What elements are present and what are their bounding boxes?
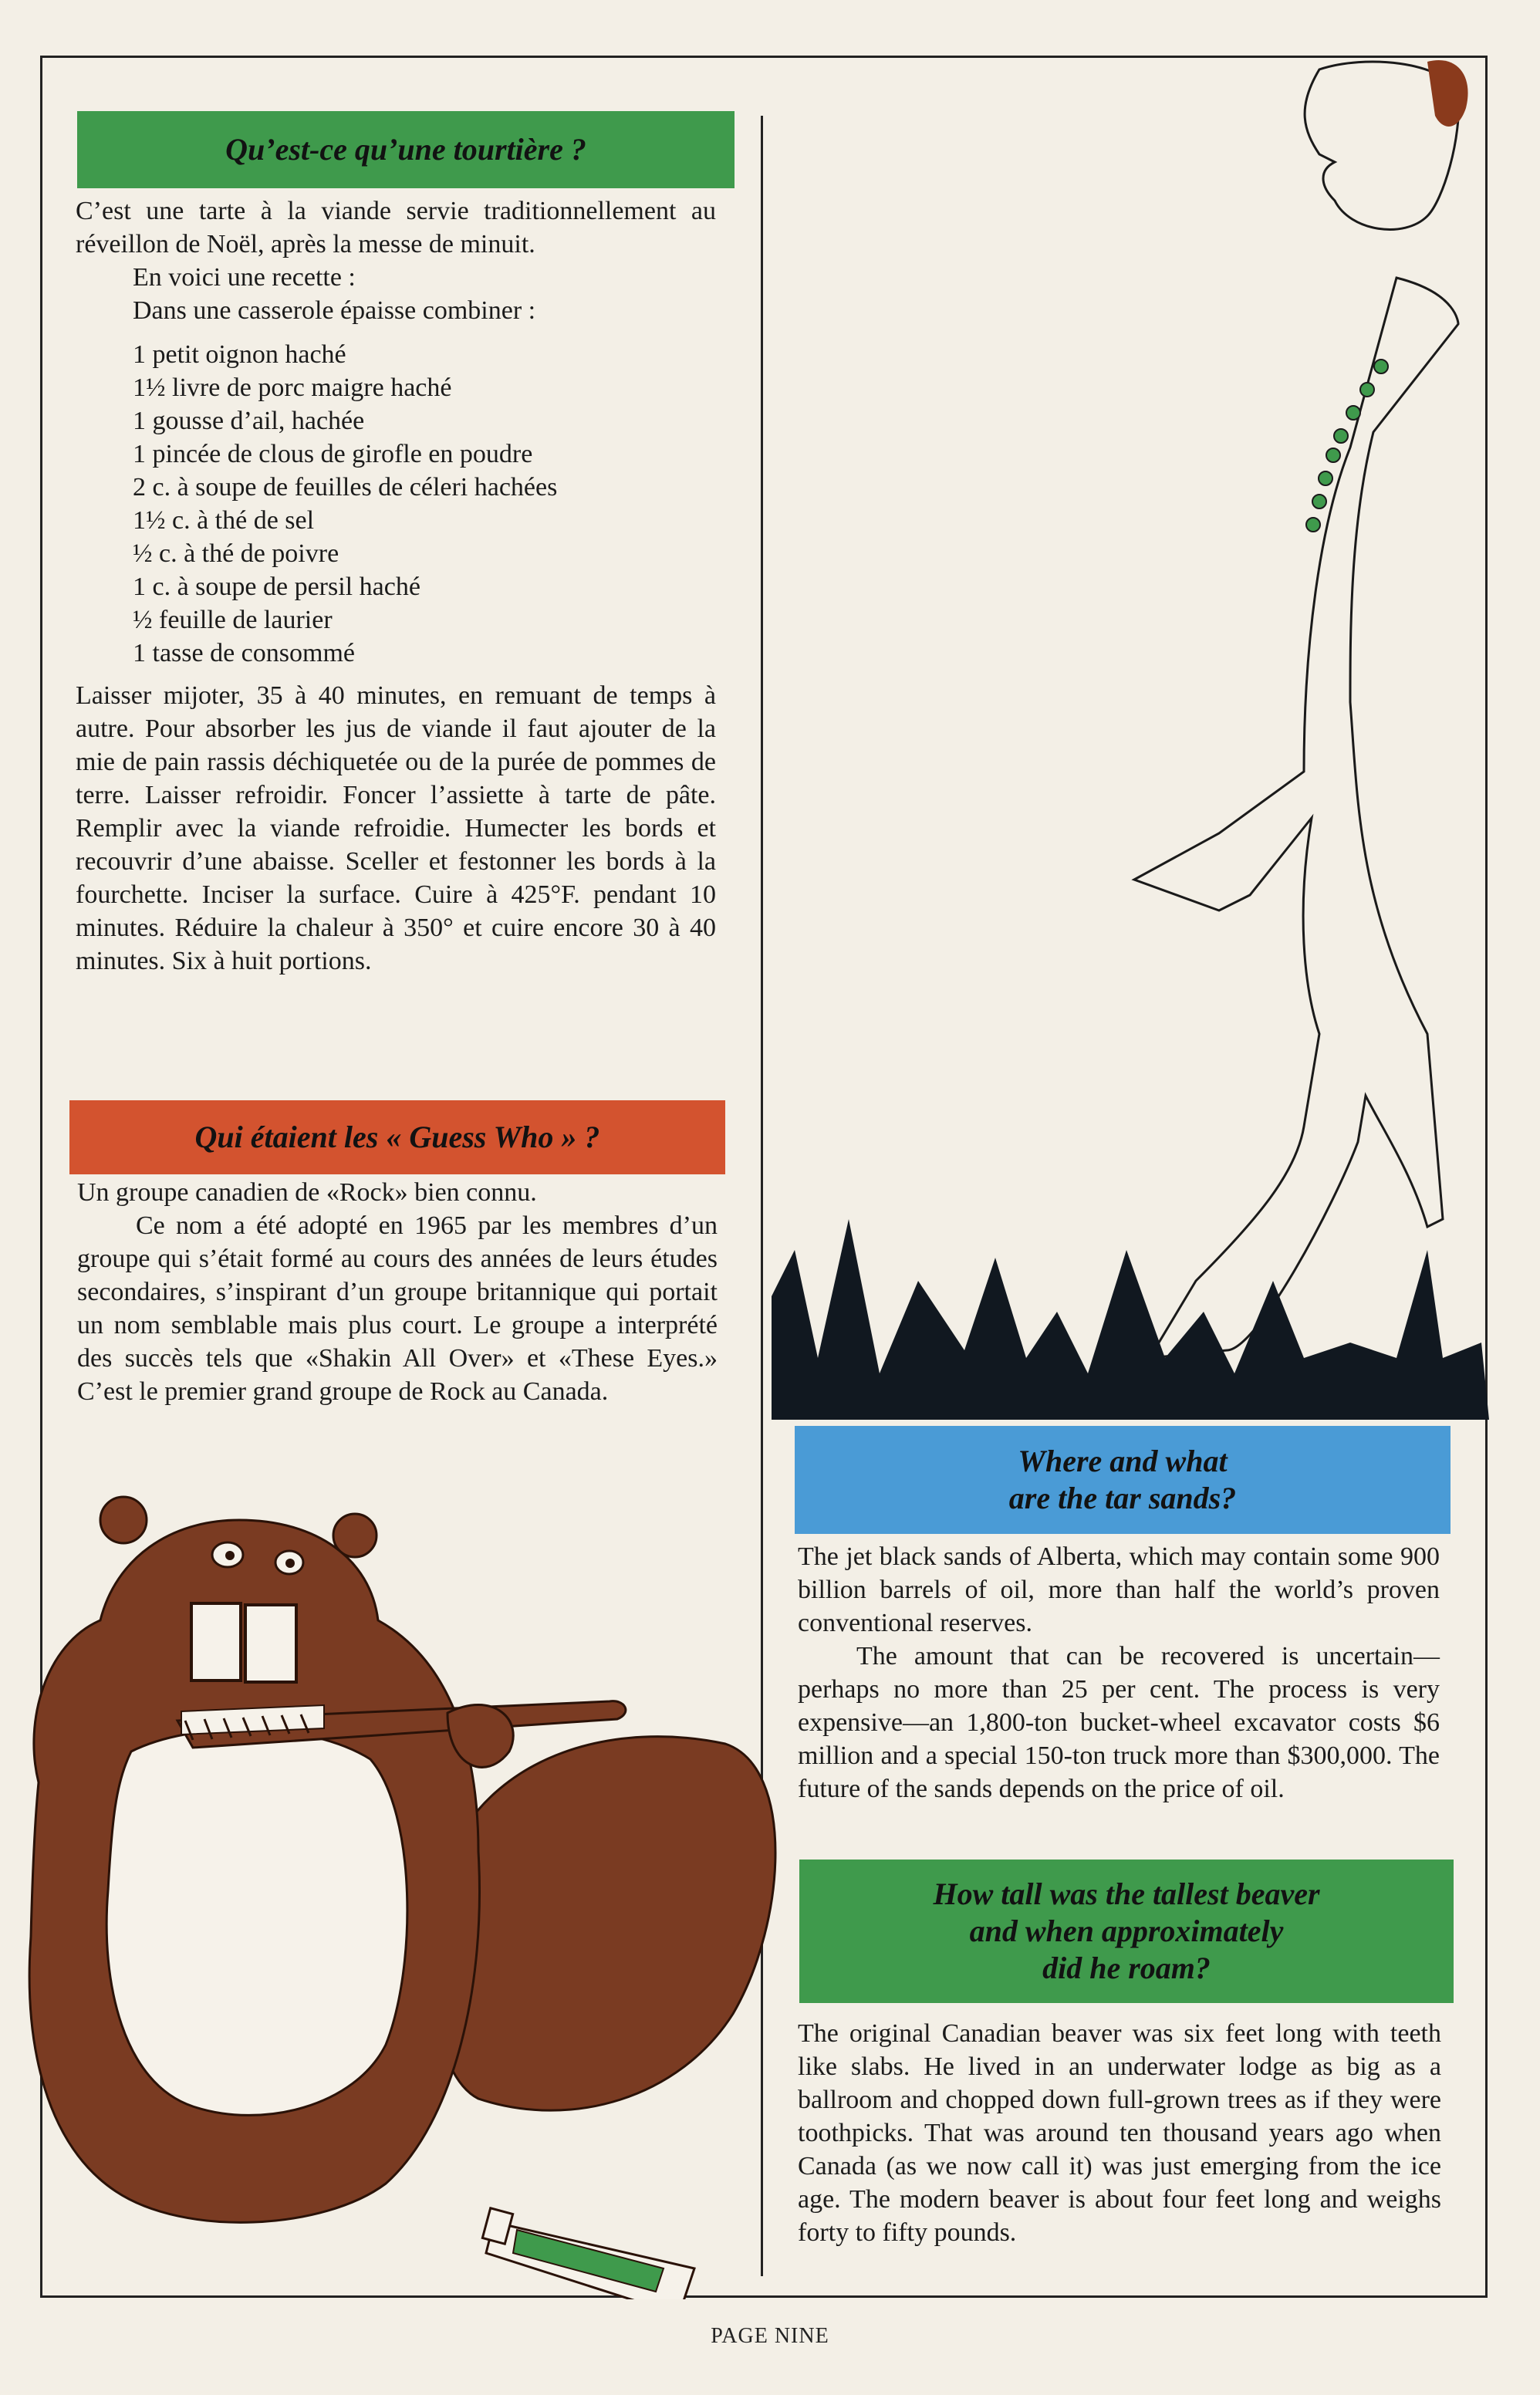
ingredient-item: ½ c. à thé de poivre bbox=[133, 539, 339, 568]
ingredient-item: 1 c. à soupe de persil haché bbox=[133, 573, 420, 601]
recipe-line-2: Dans une casserole épaisse combiner : bbox=[133, 296, 536, 325]
beaver-text bbox=[798, 2017, 1441, 2249]
tar-sands-heading-line1: Where and what bbox=[1018, 1444, 1228, 1478]
page-footer: PAGE NINE bbox=[711, 2324, 829, 2348]
tar-sands-paragraph-2: The amount that can be recovered is uncertain—perhaps no more than 25 per cent. The process is very expensive—an 1,800-ton bucket-wheel excavator costs $6 million and a special 150-ton truck more than $300,000. The future of the sands depends on the price of oil. bbox=[798, 1642, 1440, 1803]
guess-who-line1: Un groupe canadien de «Rock» bien connu. bbox=[77, 1178, 537, 1207]
ingredient-item: 1 petit oignon haché bbox=[133, 340, 346, 369]
tar-sands-text bbox=[798, 1540, 1440, 1806]
ingredient-item: 1 gousse d’ail, hachée bbox=[133, 407, 365, 435]
beaver-heading-line3: did he roam? bbox=[1042, 1951, 1211, 1985]
tourtiere-heading-text: Qu’est-ce qu’une tourtière ? bbox=[225, 132, 586, 167]
tourtiere-intro: C’est une tarte à la viande servie traditionnellement au réveillon de Noël, après la messe de minuit. bbox=[76, 197, 716, 258]
recipe-line-1: En voici une recette : bbox=[133, 263, 356, 292]
beaver-illustration bbox=[15, 1489, 779, 2299]
tourtiere-heading bbox=[77, 111, 735, 188]
beaver-paragraph: The original Canadian beaver was six feet long with teeth like slabs. He lived in an underwater lodge as big as a ballroom and chopped down full-grown trees as if they were toothpicks. That was around ten thousand years ago when Canada (as we now call it) was just emerging from the ice age. The modern beaver is about four feet long and weighs forty to fifty pounds. bbox=[798, 2019, 1441, 2247]
ingredient-item: 1½ c. à thé de sel bbox=[133, 506, 315, 535]
tar-figure-illustration bbox=[764, 46, 1489, 1420]
tourtiere-text bbox=[76, 194, 716, 978]
guess-who-paragraph: Ce nom a été adopté en 1965 par les membres d’un groupe qui s’était formé au cours des années de leurs études secondaires, s’inspirant d’un groupe britannique qui portait un nom semblable mais plus court. Le groupe a interprété des succès tels que «Shakin All Over» et «These Eyes.» C’est le premier grand groupe de Rock au Canada. bbox=[77, 1211, 718, 1406]
tourtiere-instructions: Laisser mijoter, 35 à 40 minutes, en remuant de temps à autre. Pour absorber les jus de viande il faut ajouter de la mie de pain rassis déchiquetée ou de la purée de pommes de terre. Laisser refroidir. Foncer l’assiette à tarte de pâte. Remplir avec la viande refroidie. Humecter les bords et recouvrir d’une abaisse. Sceller et festonner les bords à la fourchette. Inciser la surface. Cuire à 425°F. pendant 10 minutes. Réduire la chaleur à 350° et cuire encore 30 à 40 minutes. Six à huit portions. bbox=[76, 681, 716, 975]
tar-sands-paragraph-1: The jet black sands of Alberta, which may contain some 900 billion barrels of oil, more than half the world’s proven conventional reserves. bbox=[798, 1542, 1440, 1637]
ingredient-list bbox=[133, 338, 716, 670]
tar-sands-heading bbox=[795, 1426, 1451, 1534]
ingredient-item: ½ feuille de laurier bbox=[133, 606, 333, 634]
ingredient-item: 1 pincée de clous de girofle en poudre bbox=[133, 440, 533, 468]
ingredient-item: 1½ livre de porc maigre haché bbox=[133, 373, 452, 402]
ingredient-item: 1 tasse de consommé bbox=[133, 639, 355, 667]
beaver-heading-line2: and when approximately bbox=[969, 1914, 1284, 1948]
tar-sands-heading-line2: are the tar sands? bbox=[1008, 1481, 1237, 1515]
guess-who-text bbox=[77, 1176, 718, 1408]
ingredient-item: 2 c. à soupe de feuilles de céleri hachées bbox=[133, 473, 558, 502]
guess-who-heading bbox=[69, 1100, 725, 1174]
guess-who-heading-text: Qui étaient les « Guess Who » ? bbox=[194, 1120, 600, 1154]
beaver-heading bbox=[799, 1860, 1454, 2003]
beaver-heading-line1: How tall was the tallest beaver bbox=[933, 1876, 1320, 1911]
